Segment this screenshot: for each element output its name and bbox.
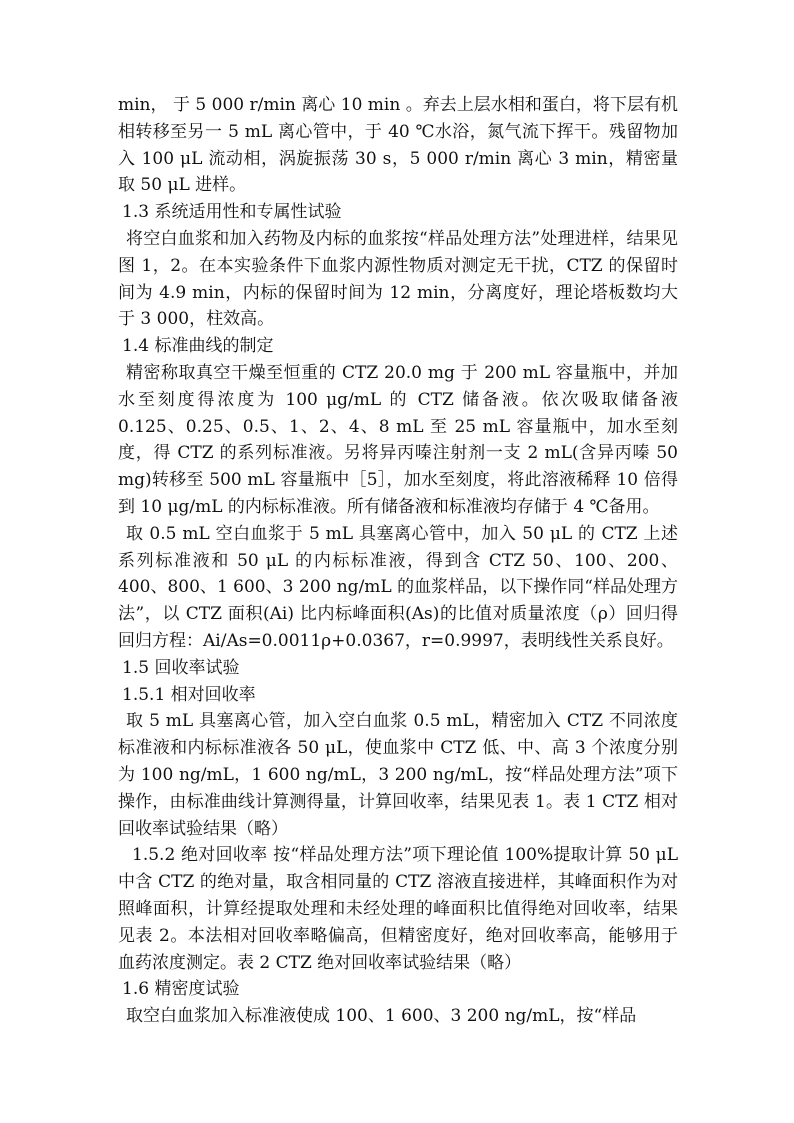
heading-1-5-1: 1.5.1 相对回收率 <box>122 684 256 705</box>
heading-1-3: 1.3 系统适用性和专属性试验 <box>122 202 342 223</box>
document-page <box>118 92 678 1030</box>
paragraph-relative-recovery: 取 5 mL 具塞离心管，加入空白血浆 0.5 mL，精密加入 CTZ 不同浓度标准液和内标标准液各 50 μL，使血浆中 CTZ 低、中、高 3 个浓度分别为 100 ng/mL，1 600 ng/mL，3 200 ng/mL，按“样品处理方法”项下操作，由标准曲线计算测得量，计算回收率，结果见表 1。表 1 CTZ 相对回收率试验结果（略） <box>118 711 678 839</box>
paragraph-standard-curve: 取 0.5 mL 空白血浆于 5 mL 具塞离心管中，加入 50 μL 的 CTZ 上述系列标准液和 50 μL 的内标标准液，得到含 CTZ 50、100、200、400、800、1 600、3 200 ng/mL 的血浆样品，以下操作同“样品处理方法”，以 CTZ 面积(Ai) 比内标峰面积(As)的比值对质量浓度（ρ）回归得回归方程：Ai/As=0.0011ρ+0.0367，r=0.9997，表明线性关系良好。 <box>118 523 678 651</box>
paragraph-sample-processing-cont: min， 于 5 000 r/min 离心 10 min 。弃去上层水相和蛋白，将下层有机相转移至另一 5 mL 离心管中，于 40 ℃水浴，氮气流下挥干。残留物加入 100 μL 流动相，涡旋振荡 30 s，5 000 r/min 离心 3 min，精密量取 50 μL 进样。 <box>118 95 678 196</box>
paragraph-absolute-recovery: 1.5.2 绝对回收率 按“样品处理方法”项下理论值 100%提取计算 50 μL 中含 CTZ 的绝对量，取含相同量的 CTZ 溶液直接进样，其峰面积作为对照峰面积，计算经提取处理和未经处理的峰面积比值得绝对回收率，结果见表 2。本法相对回收率略偏高，但精密度好，绝对回收率高，能够用于血药浓度测定。表 2 CTZ 绝对回收率试验结果（略） <box>118 845 678 973</box>
heading-1-6: 1.6 精密度试验 <box>122 979 240 1000</box>
paragraph-standard-solution: 精密称取真空干燥至恒重的 CTZ 20.0 mg 于 200 mL 容量瓶中，并加水至刻度得浓度为 100 μg/mL 的 CTZ 储备液。依次吸取储备液 0.125、0.25、0.5、1、2、4、8 mL 至 25 mL 容量瓶中，加水至刻度，得 CTZ 的系列标准液。另将异丙嗪注射剂一支 2 mL(含异丙嗪 50 mg)转移至 500 mL 容量瓶中［5］，加水至刻度，将此溶液稀释 10 倍得到 10 μg/mL 的内标标准液。所有储备液和标准液均存储于 4 ℃备用。 <box>118 362 678 517</box>
paragraph-precision: 取空白血浆加入标准液使成 100、1 600、3 200 ng/mL，按“样品 <box>126 1006 637 1027</box>
heading-1-4: 1.4 标准曲线的制定 <box>122 336 274 357</box>
paragraph-specificity: 将空白血浆和加入药物及内标的血浆按“样品处理方法”处理进样，结果见图 1，2。在本实验条件下血浆内源性物质对测定无干扰，CTZ 的保留时间为 4.9 min，内标的保留时间为 12 min，分离度好，理论塔板数均大于 3 000，柱效高。 <box>118 228 678 330</box>
heading-1-5: 1.5 回收率试验 <box>122 657 240 678</box>
